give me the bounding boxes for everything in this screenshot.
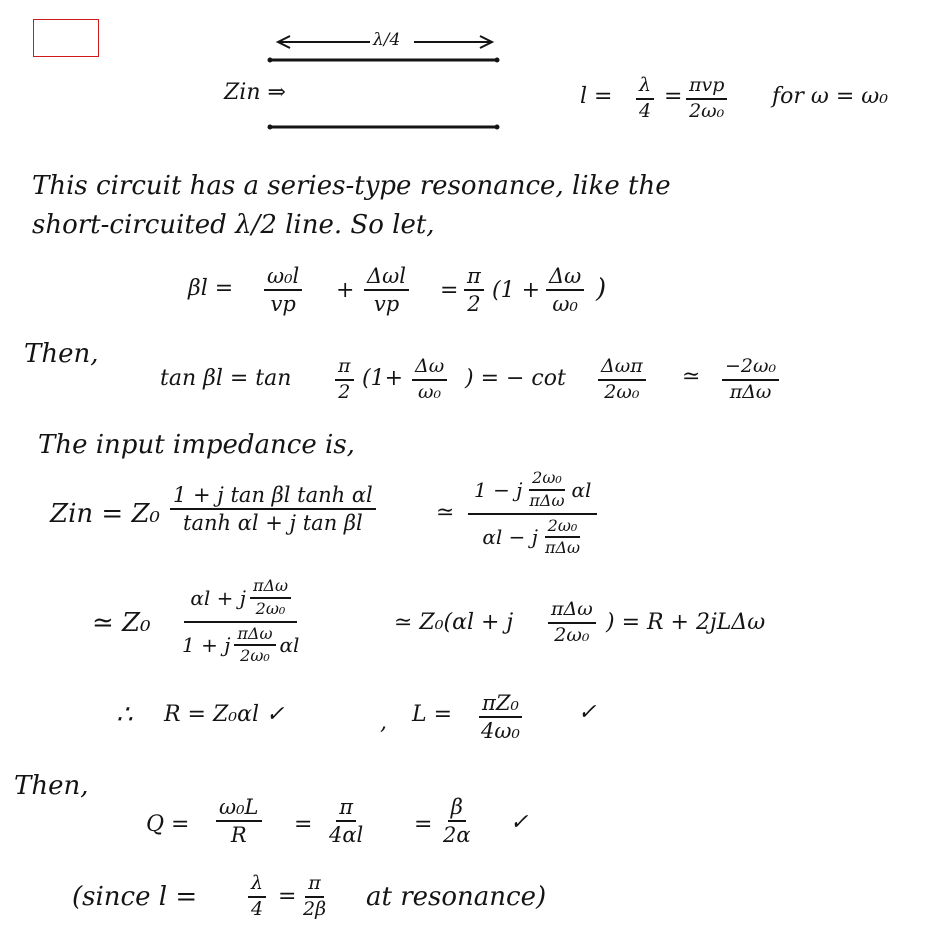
bd-fraction: $\frac{\text{πΔω}}{\text{2ω₀}}$ <box>234 626 275 666</box>
check-mark: ✓ <box>578 700 597 725</box>
wavelength-label: λ/4 <box>373 30 401 50</box>
then-label: Then, <box>24 339 99 369</box>
then-label-2: Then, <box>14 771 89 801</box>
intro-line-1: This circuit has a series-type resonance, like the <box>32 171 671 201</box>
check-mark: ✓ <box>510 810 529 835</box>
pi-over-2-fraction: $\frac{\pi}{2}$ <box>335 357 354 403</box>
paren-open: (1+ <box>362 366 404 391</box>
bn-fraction: $\frac{\text{πΔω}}{\text{2ω₀}}$ <box>250 578 291 618</box>
therefore-symbol: ∴ <box>116 700 133 730</box>
input-impedance-label: Zin ⇒ <box>224 80 286 105</box>
w0l-over-vp-fraction: $\frac{\text{ω₀l}}{vp}$ <box>264 265 302 315</box>
plus-sign: + <box>336 278 355 303</box>
intro-line-2: short-circuited λ/2 line. So let, <box>32 210 435 240</box>
pi-vp-over-2w0-fraction: πvp 2ω₀ <box>686 76 727 122</box>
paren-close: ) <box>596 274 607 304</box>
cot-expression: ) = − cot <box>465 366 566 391</box>
resonance-condition: for ω = ω₀ <box>772 84 889 109</box>
since-suffix: at resonance) <box>366 882 547 912</box>
approx-z0: ≃ Z₀ <box>92 608 151 638</box>
equals-sign: = <box>294 812 313 837</box>
n-fraction: $\frac{\text{2ω₀}}{\text{πΔω}}$ <box>529 468 565 510</box>
resistance-result: R = Z₀αl ✓ <box>164 702 285 727</box>
z0-paren-expression: ≃ Z₀(αl + j <box>394 610 514 635</box>
dw-over-w0-fraction: $\frac{\Delta\omega}{\text{ω₀}}$ <box>412 357 447 403</box>
beta-l-lhs: βl = <box>188 276 234 301</box>
pi-over-2-fraction: $\frac{\pi}{2}$ <box>464 265 484 315</box>
dwl-over-vp-fraction: Δωl vp <box>364 265 409 315</box>
dwpi-over-2w0-fraction: Δωπ 2ω₀ <box>598 357 646 403</box>
beta-over-2alpha-fraction: $\frac{\beta}{2\alpha}$ <box>443 795 471 848</box>
length-lhs: l = <box>580 84 613 109</box>
zin-approx-fraction: 1 − j $\frac{\text{2ω₀}}{\text{πΔω}}$ αl αl − j $\frac{\text{2ω₀}}{\text{πΔω}}$ <box>468 470 597 557</box>
approx-main-fraction: αl + j $\frac{\text{πΔω}}{\text{2ω₀}}$ 1 + j $\frac{\text{πΔω}}{\text{2ω₀}}$ αl <box>182 576 300 666</box>
lambda-over-4-fraction: $\frac{\lambda}{4}$ <box>636 76 654 122</box>
result-comma: , <box>380 710 387 735</box>
tan-lhs: tan βl = tan <box>160 366 292 391</box>
impedance-intro: The input impedance is, <box>38 430 355 460</box>
neg-2w0-over-pidw-fraction: −2ω₀ πΔω <box>722 357 779 403</box>
pi-over-4al-fraction: $\frac{\pi}{4\alpha l}$ <box>329 795 364 848</box>
since-prefix: (since l = <box>72 882 198 912</box>
approx-sign: ≃ <box>436 500 455 525</box>
equals-sign: = <box>278 884 297 909</box>
dw-over-w0-fraction: $\frac{\Delta\omega}{\text{ω₀}}$ <box>546 265 584 315</box>
pidw-over-2w0-fraction: πΔω 2ω₀ <box>548 600 596 646</box>
pi-over-2beta-fraction: $\frac{\pi}{2\beta}$ <box>303 872 327 920</box>
approx-sign: ≃ <box>682 364 701 389</box>
zin-lhs: Zin = Z₀ <box>50 499 160 529</box>
r-plus-2jl-expression: ) = R + 2jLΔω <box>606 610 766 635</box>
q-lhs: Q = <box>146 812 190 837</box>
lambda-over-4-fraction: $\frac{\lambda}{4}$ <box>248 874 266 920</box>
equals-sign: = <box>664 84 683 109</box>
zin-main-fraction: $\frac{\text{1 + j tan βl tanh αl}}{\text{tanh αl + j tan βl}}$ <box>170 484 376 534</box>
inductance-lhs: L = <box>412 702 453 727</box>
equals-sign: = <box>414 812 433 837</box>
piz0-over-4w0-fraction: $\frac{\text{πZ₀}}{\text{4ω₀}}$ <box>481 691 520 744</box>
d-fraction: $\frac{\text{2ω₀}}{\text{πΔω}}$ <box>544 515 581 558</box>
paren-open: (1 + <box>492 278 541 303</box>
equals-sign: = <box>440 278 459 303</box>
w0l-over-r-fraction: $\frac{\text{ω₀L}}{R}$ <box>216 796 262 846</box>
